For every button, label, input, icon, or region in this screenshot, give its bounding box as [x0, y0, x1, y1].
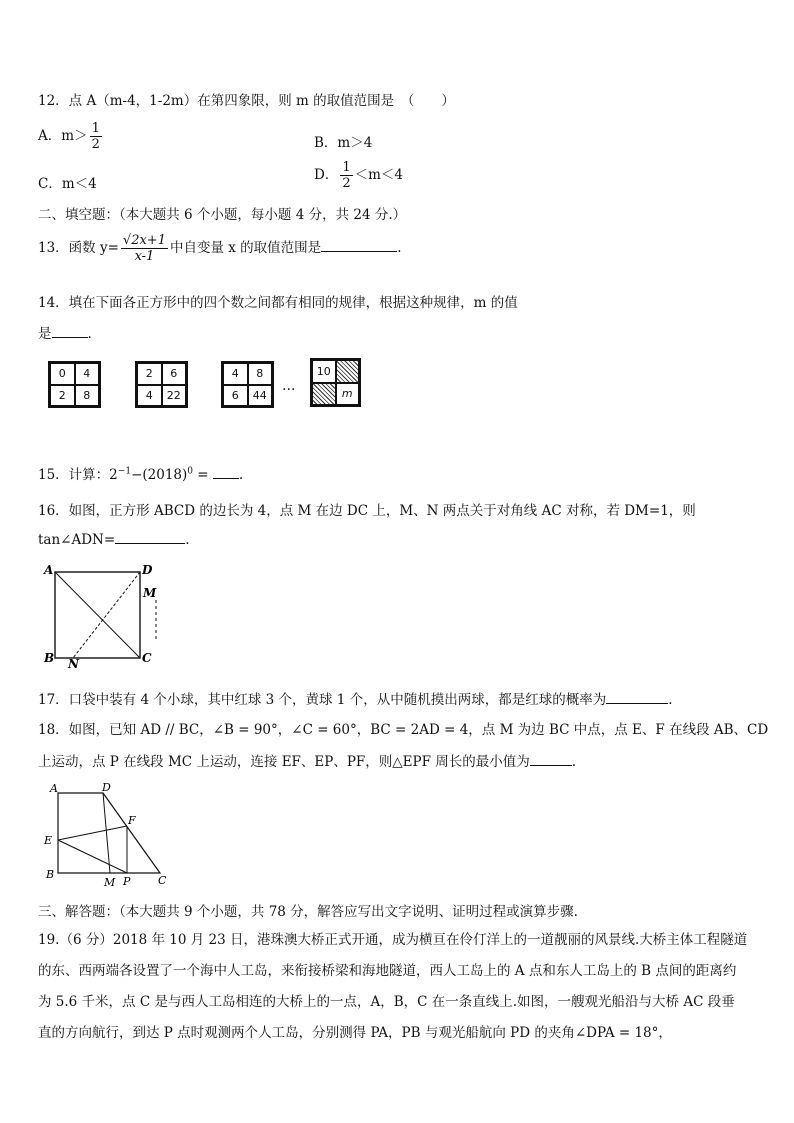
q18-line1: 18．如图，已知 AD // BC，∠B = 90°，∠C = 60°，BC = 2AD = 4，点 M 为边 BC 中点，点 E、F 在线段 AB、CD	[38, 722, 769, 738]
q18-label-f: F	[128, 814, 136, 827]
q18-label-p: P	[123, 875, 131, 888]
q15-equals: =	[193, 467, 213, 483]
q13-suffix: 中自变量 x 的取值范围是	[169, 240, 322, 256]
q12-option-a-fraction	[90, 121, 102, 152]
q14-square-2-cell: 2	[137, 363, 162, 385]
q18-line2	[38, 750, 576, 770]
q15	[38, 463, 243, 483]
q17-text: 17．口袋中装有 4 个小球，其中红球 3 个，黄球 1 个，从中随机摸出两球，都是红球的概率为	[38, 692, 607, 708]
q15-answer-blank[interactable]	[213, 466, 239, 479]
q12-option-d-prefix: D．	[314, 167, 339, 183]
q19-line1: 19.（6 分）2018 年 10 月 23 日，港珠澳大桥正式开通，成为横亘在伶仃洋上的一道靓丽的风景线.大桥主体工程隧道	[38, 932, 748, 948]
q14-square-1-cell: 4	[75, 363, 100, 385]
q16-line2-end: .	[185, 532, 190, 548]
q16-line2-prefix: tan∠ADN=	[38, 532, 116, 548]
q12-option-a-prefix: A．m＞	[38, 128, 88, 144]
q18-segment-ep	[58, 840, 127, 873]
q19-line2: 的东、西两端各设置了一个海中人工岛，来衔接桥梁和海地隧道，西人工岛上的 A 点和东人工岛上的 B 点间的距离约	[38, 963, 737, 979]
q15-prefix: 15．计算：2	[38, 467, 118, 483]
q13-fraction	[121, 233, 168, 264]
q14-square-1-cell: 2	[50, 385, 75, 407]
section2-heading: 二、填空题：（本大题共 6 个小题，每小题 4 分，共 24 分.）	[38, 207, 407, 223]
q14-square-1-cell: 0	[50, 363, 75, 385]
q18-label-b: B	[46, 868, 55, 881]
q18-segment-ef	[58, 826, 127, 840]
q19-line3: 为 5.6 千米，点 C 是与西人工岛相连的大桥上的一点，A，B，C 在一条直线上.如图，一艘观光船沿与大桥 AC 段垂	[38, 994, 735, 1010]
q18-line2-text: 上运动，点 P 在线段 MC 上运动，连接 EF、EP、PF，则△EPF 周长的最小值为	[38, 754, 530, 770]
q18-segment-dm	[103, 793, 110, 873]
q16-label-d: D	[142, 563, 153, 577]
q13-prefix: 13．函数 y=	[38, 240, 119, 256]
q17	[38, 688, 673, 708]
q15-exponent-1: −1	[117, 466, 132, 477]
q12-option-d-suffix: ＜m＜4	[354, 167, 403, 183]
q14-line1: 14．填在下面各正方形中的四个数之间都有相同的规律，根据这种规律，m 的值	[38, 295, 518, 311]
q18-line2-end: .	[571, 754, 577, 770]
q16-label-b: B	[44, 651, 55, 665]
q14-line2	[38, 322, 92, 342]
q14-square-4	[310, 358, 361, 407]
q18-label-d: D	[102, 781, 111, 794]
q13-end: .	[397, 240, 402, 256]
q16-diagonal-ac	[55, 572, 140, 658]
q16-label-a: A	[44, 563, 54, 577]
q12-option-d	[314, 160, 403, 191]
q19-line4: 直的方向航行，到达 P 点时观测两个人工岛，分别测得 PA，PB 与观光船航向 PD 的夹角∠DPA = 18°，	[38, 1025, 672, 1041]
q15-middle: −(2018)	[131, 467, 188, 483]
q14-square-3-cell: 44	[248, 385, 273, 407]
q17-end: .	[668, 692, 673, 708]
q14-square-2-cell: 22	[162, 385, 187, 407]
q15-end: .	[238, 467, 244, 483]
q14-square-4-cell: 10	[312, 360, 336, 383]
q14-square-2-cell: 4	[137, 385, 162, 407]
q14-square-4-cell-m: m	[336, 383, 360, 406]
q12-option-d-fraction	[340, 160, 352, 191]
q14-square-3-cell: 4	[223, 363, 248, 385]
q16-line1: 16．如图，正方形 ABCD 的边长为 4，点 M 在边 DC 上，M、N 两点关于对角线 AC 对称，若 DM=1，则	[38, 503, 696, 519]
q14-square-3	[221, 361, 274, 408]
q14-line2-prefix: 是	[38, 326, 52, 342]
q12-option-a	[38, 121, 104, 152]
q16-square-figure	[38, 560, 168, 672]
q13	[38, 233, 401, 264]
q13-numerator: √2x+1	[122, 233, 166, 248]
q16-label-m: M	[143, 586, 157, 600]
q14-ellipsis: …	[282, 378, 296, 394]
q12-option-a-numerator: 1	[91, 121, 100, 136]
q12-option-d-numerator: 1	[342, 160, 351, 175]
q14-square-1	[48, 361, 101, 408]
q13-denominator: x-1	[134, 249, 155, 264]
q18-trapezoid-figure	[38, 780, 178, 892]
section3-heading: 三、解答题：（本大题共 9 个小题，共 78 分，解答应写出文字说明、证明过程或演算步骤.	[38, 904, 578, 920]
q14-square-4-hatched-cell	[312, 383, 336, 406]
q16-label-n: N	[68, 657, 79, 671]
q12-option-b: B．m＞4	[314, 135, 373, 151]
q12-option-c: C．m＜4	[38, 176, 97, 192]
q16-label-c: C	[142, 651, 152, 665]
q17-answer-blank[interactable]	[606, 691, 668, 704]
q16-answer-blank[interactable]	[115, 531, 185, 544]
q18-label-e: E	[44, 834, 53, 847]
q13-answer-blank[interactable]	[321, 239, 397, 252]
q14-answer-blank[interactable]	[52, 325, 88, 338]
q14-square-2-cell: 6	[162, 363, 187, 385]
q14-square-3-cell: 6	[223, 385, 248, 407]
q18-answer-blank[interactable]	[530, 753, 572, 766]
q14-square-4-hatched-cell	[336, 360, 360, 383]
q12-option-d-denominator: 2	[342, 176, 351, 191]
q12-option-a-denominator: 2	[91, 137, 100, 152]
q14-square-2	[135, 361, 188, 408]
q14-square-3-cell: 8	[248, 363, 273, 385]
q16-line2	[38, 531, 189, 548]
q15-exponent-2: 0	[187, 466, 193, 477]
q18-label-c: C	[158, 874, 167, 887]
q12-stem: 12．点 A（m-4，1-2m）在第四象限，则 m 的取值范围是 （ ）	[38, 93, 455, 109]
q18-label-m: M	[104, 876, 116, 889]
q18-label-a: A	[50, 782, 58, 795]
q16-segment-dn	[73, 572, 140, 658]
q14-square-1-cell: 8	[75, 385, 100, 407]
q14-line2-end: .	[87, 326, 92, 342]
